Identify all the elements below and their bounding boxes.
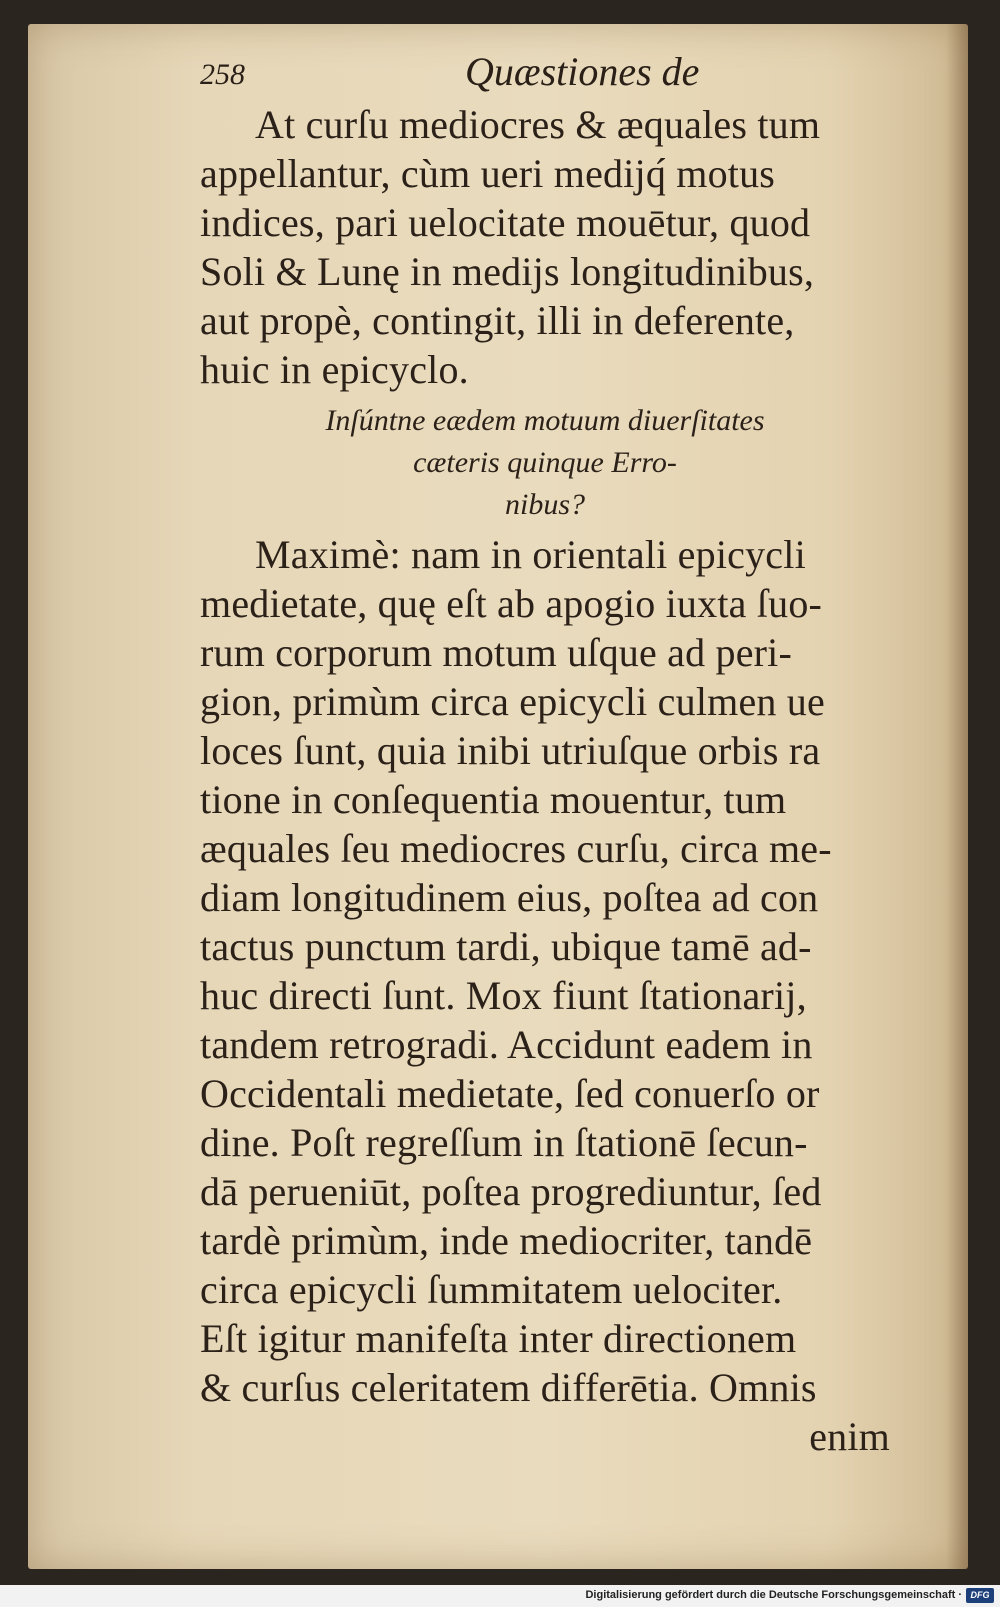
text-line: tardè primùm, inde mediocriter, tandē — [200, 1218, 813, 1263]
running-head: Quæstiones de — [465, 49, 700, 94]
text-line: rum corporum motum uſque ad peri- — [200, 630, 793, 675]
text-line: & curſus celeritatem differētia. Omnis — [200, 1365, 817, 1410]
text-line: medietate, quę eſt ab apogio iuxta ſuo- — [200, 581, 823, 626]
page-header — [200, 48, 900, 98]
text-line: tione in conſequentia mouentur, tum — [200, 777, 787, 822]
text-line: loces ſunt, quia inibi utriuſque orbis ra — [200, 728, 821, 773]
heading-line: nibus? — [504, 488, 585, 521]
text-line: huic in epicyclo. — [200, 347, 469, 392]
text-line: Maximè: nam in orientali epicycli — [255, 532, 806, 577]
text-line: aut propè, contingit, illi in deferente, — [200, 298, 795, 343]
text-line: Occidentali medietate, ſed conuerſo or — [200, 1071, 820, 1116]
text-line: tactus punctum tardi, ubique tamē ad- — [200, 924, 812, 969]
text-line: circa epicycli ſummitatem uelociter. — [200, 1267, 783, 1312]
digitization-footer — [0, 1585, 1000, 1607]
text-line: Eſt igitur manifeſta inter directionem — [200, 1316, 797, 1361]
catchword: enim — [809, 1414, 890, 1459]
paragraph-2 — [200, 530, 890, 1412]
text-line: At curſu mediocres & æquales tum — [255, 102, 821, 147]
text-line: tandem retrogradi. Accidunt eadem in — [200, 1022, 813, 1067]
page-edge-shadow — [946, 24, 968, 1569]
text-line: æquales ſeu mediocres curſu, circa me- — [200, 826, 832, 871]
text-line: dine. Poſt regreſſum in ſtationē ſecun- — [200, 1120, 808, 1165]
text-line: huc directi ſunt. Mox fiunt ſtationarij, — [200, 973, 807, 1018]
text-line: diam longitudinem eius, poſtea ad con — [200, 875, 819, 920]
text-line: Soli & Lunę in medijs longitudinibus, — [200, 249, 815, 294]
text-line: appellantur, cùm ueri medijq́ motus — [200, 151, 776, 196]
page-number: 258 — [200, 58, 245, 91]
text-line: dā perueniūt, poſtea progrediuntur, ſed — [200, 1169, 822, 1214]
funding-credit: Digitalisierung gefördert durch die Deutsche Forschungsgemeinschaft · — [585, 1589, 962, 1601]
heading-line: cæteris quinque Erro- — [413, 446, 677, 479]
paragraph-1 — [200, 100, 890, 394]
heading-line: Inſúntne eædem motuum diuerſitates — [325, 404, 765, 437]
text-line: gion, primùm circa epicycli culmen ue — [200, 679, 825, 724]
text-line: indices, pari uelocitate mouētur, quod — [200, 200, 811, 245]
dfg-logo-icon: DFG — [966, 1588, 994, 1603]
question-heading — [200, 400, 890, 526]
text-block — [200, 100, 890, 1461]
